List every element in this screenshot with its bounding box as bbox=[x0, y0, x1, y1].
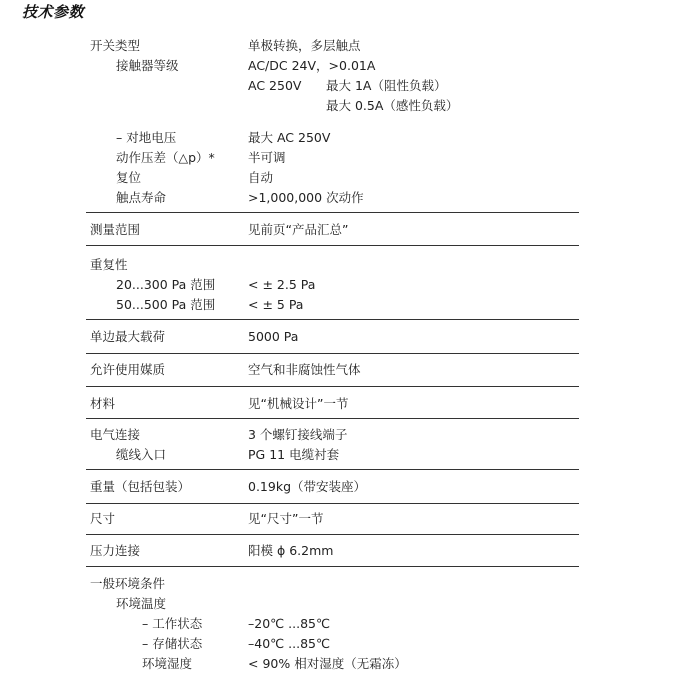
param-label: 缆线入口 bbox=[116, 447, 167, 462]
switch-section bbox=[86, 36, 579, 208]
measure-section bbox=[86, 220, 579, 240]
param-label: 尺寸 bbox=[90, 511, 116, 526]
param-row bbox=[86, 56, 579, 76]
divider bbox=[86, 418, 579, 419]
param-row bbox=[86, 477, 579, 497]
env-section bbox=[86, 574, 579, 674]
param-row bbox=[86, 445, 579, 465]
param-label: 压力连接 bbox=[90, 543, 141, 558]
param-label: – 工作状态 bbox=[142, 616, 203, 631]
param-value: < ± 2.5 Pa bbox=[248, 277, 316, 292]
param-label: 接触器等级 bbox=[116, 58, 179, 73]
param-value: 空气和非腐蚀性气体 bbox=[248, 362, 361, 377]
weight-section bbox=[86, 477, 579, 497]
param-row bbox=[86, 36, 579, 56]
material-section bbox=[86, 394, 579, 414]
param-row bbox=[86, 128, 579, 148]
param-row bbox=[86, 148, 579, 168]
param-row bbox=[86, 295, 579, 315]
param-label: 单边最大载荷 bbox=[90, 329, 166, 344]
param-value: –20℃ ...85℃ bbox=[248, 616, 331, 631]
param-row bbox=[86, 96, 579, 116]
param-label: 复位 bbox=[116, 170, 142, 185]
repeat-section bbox=[86, 255, 579, 315]
param-row bbox=[86, 275, 579, 295]
param-label: 重复性 bbox=[90, 257, 128, 272]
param-row bbox=[86, 327, 579, 347]
param-label: 开关类型 bbox=[90, 38, 141, 53]
param-value: 最大 0.5A（感性负载） bbox=[326, 98, 459, 113]
param-label: 触点寿命 bbox=[116, 190, 167, 205]
param-row bbox=[86, 654, 579, 674]
divider bbox=[86, 534, 579, 535]
param-value: –40℃ ...85℃ bbox=[248, 636, 331, 651]
divider bbox=[86, 212, 579, 213]
param-value: 最大 1A（阻性负载） bbox=[326, 78, 447, 93]
param-label: 动作压差（△p）* bbox=[116, 150, 215, 165]
param-row bbox=[86, 509, 579, 529]
param-row bbox=[86, 425, 579, 445]
param-value: PG 11 电缆衬套 bbox=[248, 447, 340, 462]
param-row bbox=[86, 255, 579, 275]
param-label: 20...300 Pa 范围 bbox=[116, 277, 216, 292]
param-value: 单极转换，多层触点 bbox=[248, 38, 361, 53]
param-row bbox=[86, 220, 579, 240]
param-value: 见前页“产品汇总” bbox=[248, 222, 349, 237]
param-value: 见“机械设计”一节 bbox=[248, 396, 349, 411]
param-label: 材料 bbox=[90, 396, 116, 411]
param-label: 测量范围 bbox=[90, 222, 141, 237]
divider bbox=[86, 503, 579, 504]
param-row bbox=[86, 360, 579, 380]
divider bbox=[86, 319, 579, 320]
param-value: >1,000,000 次动作 bbox=[248, 190, 364, 205]
param-label: 电气连接 bbox=[90, 427, 141, 442]
param-label: 环境温度 bbox=[116, 596, 167, 611]
param-value: 0.19kg（带安装座） bbox=[248, 479, 367, 494]
page-title: 技术参数 bbox=[22, 3, 85, 21]
pressure-section bbox=[86, 541, 579, 561]
param-row bbox=[86, 541, 579, 561]
media-section bbox=[86, 360, 579, 380]
param-label: 环境湿度 bbox=[142, 656, 193, 671]
param-row bbox=[86, 394, 579, 414]
param-row bbox=[86, 76, 579, 96]
param-row bbox=[86, 634, 579, 654]
divider bbox=[86, 566, 579, 567]
param-label: – 存储状态 bbox=[142, 636, 203, 651]
param-row bbox=[86, 168, 579, 188]
param-value: 见“尺寸”一节 bbox=[248, 511, 324, 526]
divider bbox=[86, 353, 579, 354]
param-label: 一般环境条件 bbox=[90, 576, 166, 591]
param-row bbox=[86, 594, 579, 614]
size-section bbox=[86, 509, 579, 529]
param-value: 自动 bbox=[248, 170, 274, 185]
param-value: AC/DC 24V，>0.01A bbox=[248, 58, 376, 73]
param-row bbox=[86, 574, 579, 594]
param-label: 重量（包括包装） bbox=[90, 479, 191, 494]
load-section bbox=[86, 327, 579, 347]
divider bbox=[86, 245, 579, 246]
param-value: 阳模 ϕ 6.2mm bbox=[248, 543, 334, 558]
param-label: – 对地电压 bbox=[116, 130, 177, 145]
param-value: 半可调 bbox=[248, 150, 286, 165]
param-value: < 90% 相对湿度（无霜冻） bbox=[248, 656, 407, 671]
param-label: 50...500 Pa 范围 bbox=[116, 297, 216, 312]
param-value: 3 个螺钉接线端子 bbox=[248, 427, 348, 442]
electric-section bbox=[86, 425, 579, 465]
divider bbox=[86, 469, 579, 470]
param-value: < ± 5 Pa bbox=[248, 297, 304, 312]
param-value: 最大 AC 250V bbox=[248, 130, 331, 145]
param-row bbox=[86, 188, 579, 208]
param-value: AC 250V bbox=[248, 78, 302, 93]
param-value: 5000 Pa bbox=[248, 329, 299, 344]
param-row bbox=[86, 614, 579, 634]
param-label: 允许使用媒质 bbox=[90, 362, 166, 377]
divider bbox=[86, 386, 579, 387]
